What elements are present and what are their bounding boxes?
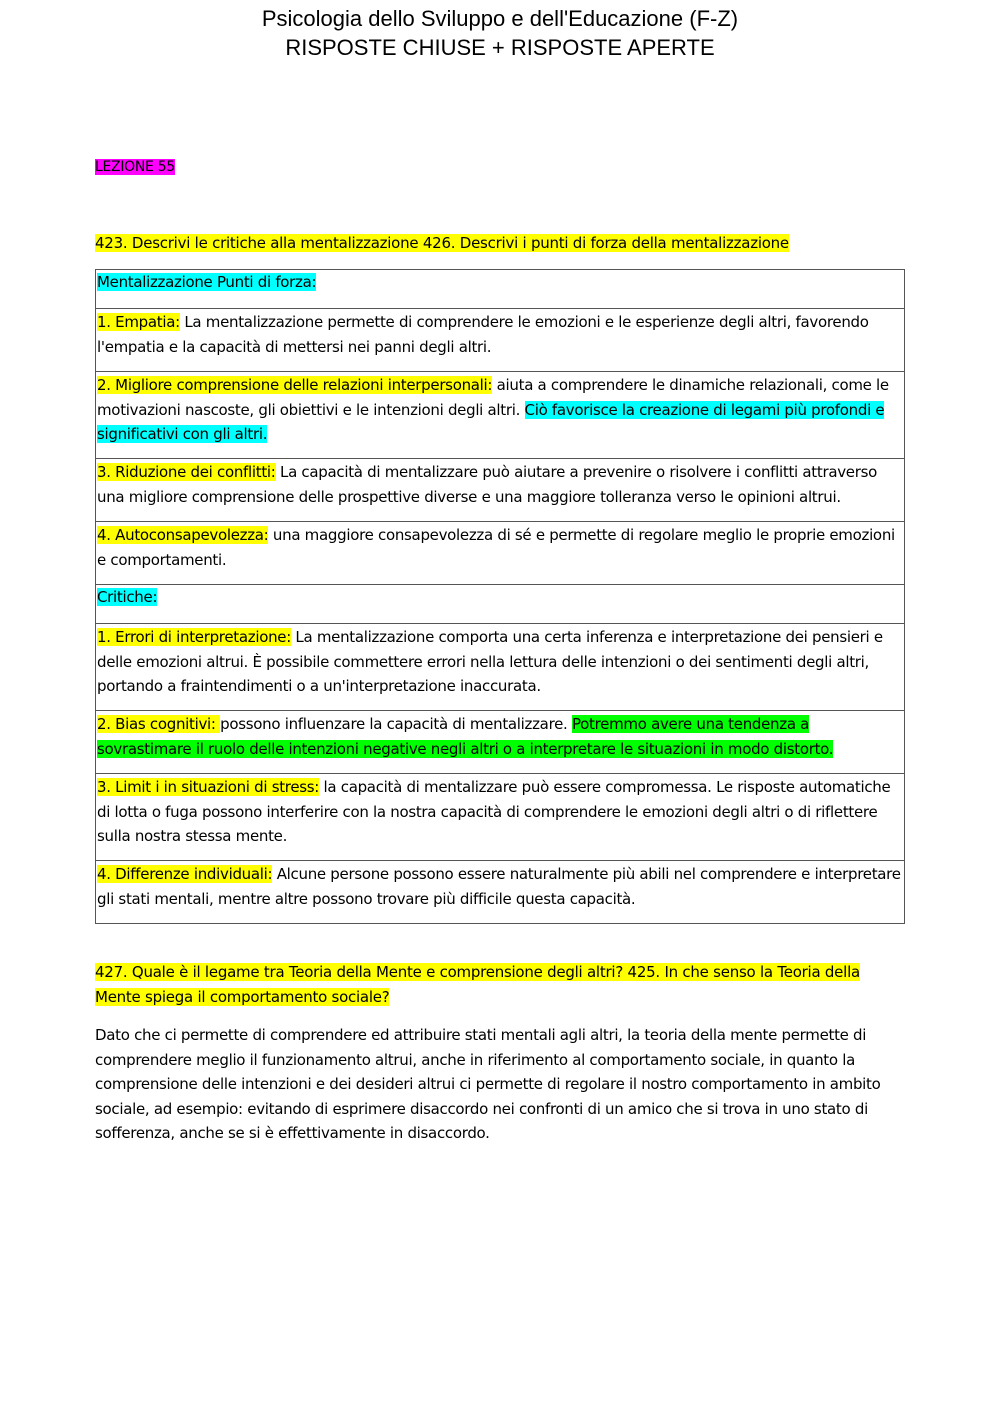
strengths-header: Mentalizzazione Punti di forza: — [97, 273, 317, 291]
critique-title: 2. Bias cognitivi: — [97, 715, 221, 733]
table-row — [96, 774, 905, 861]
strength-text: aiuta a comprendere le dinamiche relazionali, come le motivazioni nascoste, gli obiettivi e le intenzioni degli altri. — [97, 376, 889, 419]
critique-title: 4. Differenze individuali: — [97, 865, 273, 883]
critique-text: la capacità di mentalizzare può essere compromessa. Le risposte automatiche di lotta o fuga possono interferire con la nostra capacità di comprendere le emozioni degli altri o di riflettere sulla nostra stessa mente. — [97, 778, 891, 845]
table-cell — [96, 861, 905, 924]
table-cell — [96, 624, 905, 711]
table-cell — [96, 372, 905, 459]
critique-title: 3. Limit i in situazioni di stress: — [97, 778, 320, 796]
answer-paragraph: Dato che ci permette di comprendere ed attribuire stati mentali agli altri, la teoria della mente permette di comprendere meglio il funzionamento altrui, anche in riferimento al comportamento sociale, in quanto la comprensione delle intenzioni e dei desideri altrui ci permette di regolare il nostro comportamento in ambito sociale, ad esempio: evitando di esprimere disaccordo nei confronti di un amico che si trova in uno stato di sofferenza, anche se si è effettivamente in disaccordo. — [95, 1026, 881, 1142]
table-row — [96, 585, 905, 624]
lesson-label — [95, 155, 905, 180]
table-cell — [96, 459, 905, 522]
table-cell — [96, 711, 905, 774]
strength-title: 1. Empatia: — [97, 313, 180, 331]
question-423-426 — [95, 231, 905, 256]
table-row — [96, 861, 905, 924]
table-cell — [96, 309, 905, 372]
question-427-425 — [95, 960, 905, 1009]
strength-text: La mentalizzazione permette di comprendere le emozioni e le esperienze degli altri, favorendo l'empatia e la capacità di mettersi nei panni degli altri. — [97, 313, 869, 356]
strength-text: una maggiore consapevolezza di sé e permette di regolare meglio le proprie emozioni e comportamenti. — [97, 526, 895, 569]
table-row — [96, 624, 905, 711]
table-cell — [96, 522, 905, 585]
strength-title: 3. Riduzione dei conflitti: — [97, 463, 276, 481]
strength-text: La capacità di mentalizzare può aiutare a prevenire o risolvere i conflitti attraverso una migliore comprensione delle prospettive diverse e una maggiore tolleranza verso le opinioni altrui. — [97, 463, 877, 506]
table-row — [96, 459, 905, 522]
question-text: 427. Quale è il legame tra Teoria della Mente e comprensione degli altri? 425. In che senso la Teoria della Mente spiega il comportamento sociale? — [95, 963, 860, 1006]
table-cell — [96, 774, 905, 861]
document-header — [0, 4, 1000, 62]
strength-title: 4. Autoconsapevolezza: — [97, 526, 269, 544]
table-row — [96, 270, 905, 309]
table-cell — [96, 585, 905, 624]
table-row — [96, 372, 905, 459]
table-row — [96, 522, 905, 585]
critique-text: Alcune persone possono essere naturalmente più abili nel comprendere e interpretare gli stati mentali, mentre altre possono trovare più difficile questa capacità. — [97, 865, 901, 908]
table-cell — [96, 270, 905, 309]
critique-text: possono influenzare la capacità di mentalizzare. — [220, 715, 572, 733]
table-row — [96, 309, 905, 372]
question-text: 423. Descrivi le critiche alla mentalizzazione 426. Descrivi i punti di forza della mentalizzazione — [95, 234, 789, 252]
document-title: Psicologia dello Sviluppo e dell'Educazione (F-Z) — [261, 6, 739, 31]
strength-title: 2. Migliore comprensione delle relazioni interpersonali: — [97, 376, 493, 394]
critiques-header: Critiche: — [97, 588, 158, 606]
document-subtitle: RISPOSTE CHIUSE + RISPOSTE APERTE — [285, 35, 715, 60]
critique-highlight: Potremmo avere una tendenza a sovrastimare il ruolo delle intenzioni negative negli altri o a interpretare le situazioni in modo distorto. — [97, 715, 834, 758]
critique-title: 1. Errori di interpretazione: — [97, 628, 291, 646]
strength-highlight: Ciò favorisce la creazione di legami più profondi e significativi con gli altri. — [97, 400, 885, 443]
table-row — [96, 711, 905, 774]
critique-text: La mentalizzazione comporta una certa inferenza e interpretazione dei pensieri e delle emozioni altrui. È possibile commettere errori nella lettura delle intenzioni o dei sentimenti degli altri, portando a fraintendimenti o a un'interpretazione inaccurata. — [97, 628, 883, 695]
lesson-label-text: LEZIONE 55 — [95, 159, 175, 175]
answer-table — [95, 269, 905, 924]
